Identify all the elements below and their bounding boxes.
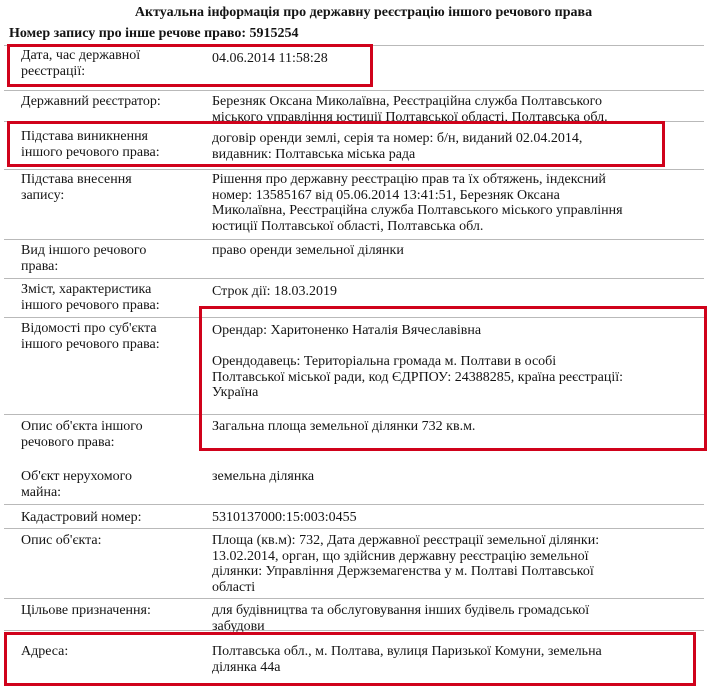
highlight-box-date [7,44,373,87]
value-right-basis: договір оренди землі, серія та номер: б/н, виданий 02.04.2014, видавник: Полтавська міська рада [212,131,583,162]
value-entry-basis: Рішення про державну реєстрацію прав та їх обтяжень, індексний номер: 13585167 від 05.06.2014 13:41:51, Березняк Оксана Миколаївна, Реєстраційна служба Полтавського міського управління юстиції Полтавської області, Полтавська обл. [212,172,623,234]
value-cadastral-number: 5310137000:15:003:0455 [212,510,357,525]
row-separator [4,528,704,529]
label-right-type: Вид іншого речового права: [21,243,147,274]
value-real-estate-object: земельна ділянка [212,469,315,484]
label-right-basis: Підстава виникнення іншого речового права: [21,129,160,160]
row-separator [4,504,704,505]
value-object-description: Загальна площа земельної ділянки 732 кв.м. [212,419,476,434]
value-address: Полтавська обл., м. Полтава, вулиця Паризької Комуни, земельна ділянка 44а [212,644,602,675]
label-subject-info: Відомості про суб'єкта іншого речового права: [21,321,160,352]
label-real-estate-object: Об'єкт нерухомого майна: [21,469,132,500]
highlight-box-address [4,632,696,686]
value-registrar: Березняк Оксана Миколаївна, Реєстраційна служба Полтавського міського управління юстиції Полтавської області, Полтавська обл. [212,94,608,125]
row-separator [4,598,704,599]
value-right-type: право оренди земельної ділянки [212,243,404,258]
label-purpose: Цільове призначення: [21,603,151,618]
row-separator [4,278,704,279]
label-plot-description: Опис об'єкта: [21,533,102,548]
highlight-box-subject [199,306,707,451]
label-registration-date: Дата, час державної реєстрації: [21,48,141,79]
label-entry-basis: Підстава внесення запису: [21,172,132,203]
value-registration-date: 04.06.2014 11:58:28 [212,51,328,66]
document-title: Актуальна інформація про державну реєстрацію іншого речового права [134,5,593,20]
record-number: Номер запису про інше речове право: 5915254 [9,26,299,41]
label-address: Адреса: [21,644,69,659]
value-right-content: Строк дії: 18.03.2019 [212,284,338,299]
label-right-content: Зміст, характеристика іншого речового права: [21,282,160,313]
row-separator [4,169,704,170]
row-separator [4,239,704,240]
label-cadastral-number: Кадастровий номер: [21,510,142,525]
value-subject-info: Орендар: Харитоненко Наталія Вячеславівна Орендодавець: Територіальна громада м. Полтави в особі Полтавської міської ради, код ЄДРПОУ: 24388285, країна реєстрації: Україна [212,323,623,400]
row-separator [4,90,704,91]
highlight-box-basis [7,121,665,167]
value-purpose: для будівництва та обслуговування інших будівель громадської забудови [212,603,590,634]
value-plot-description: Площа (кв.м): 732, Дата державної реєстрації земельної ділянки: 13.02.2014, орган, що здійснив державну реєстрацію земельної ділянки: Управління Держземагенства у м. Полтаві Полтавської області [212,533,600,595]
label-registrar: Державний реєстратор: [21,94,161,109]
label-object-description: Опис об'єкта іншого речового права: [21,419,143,450]
